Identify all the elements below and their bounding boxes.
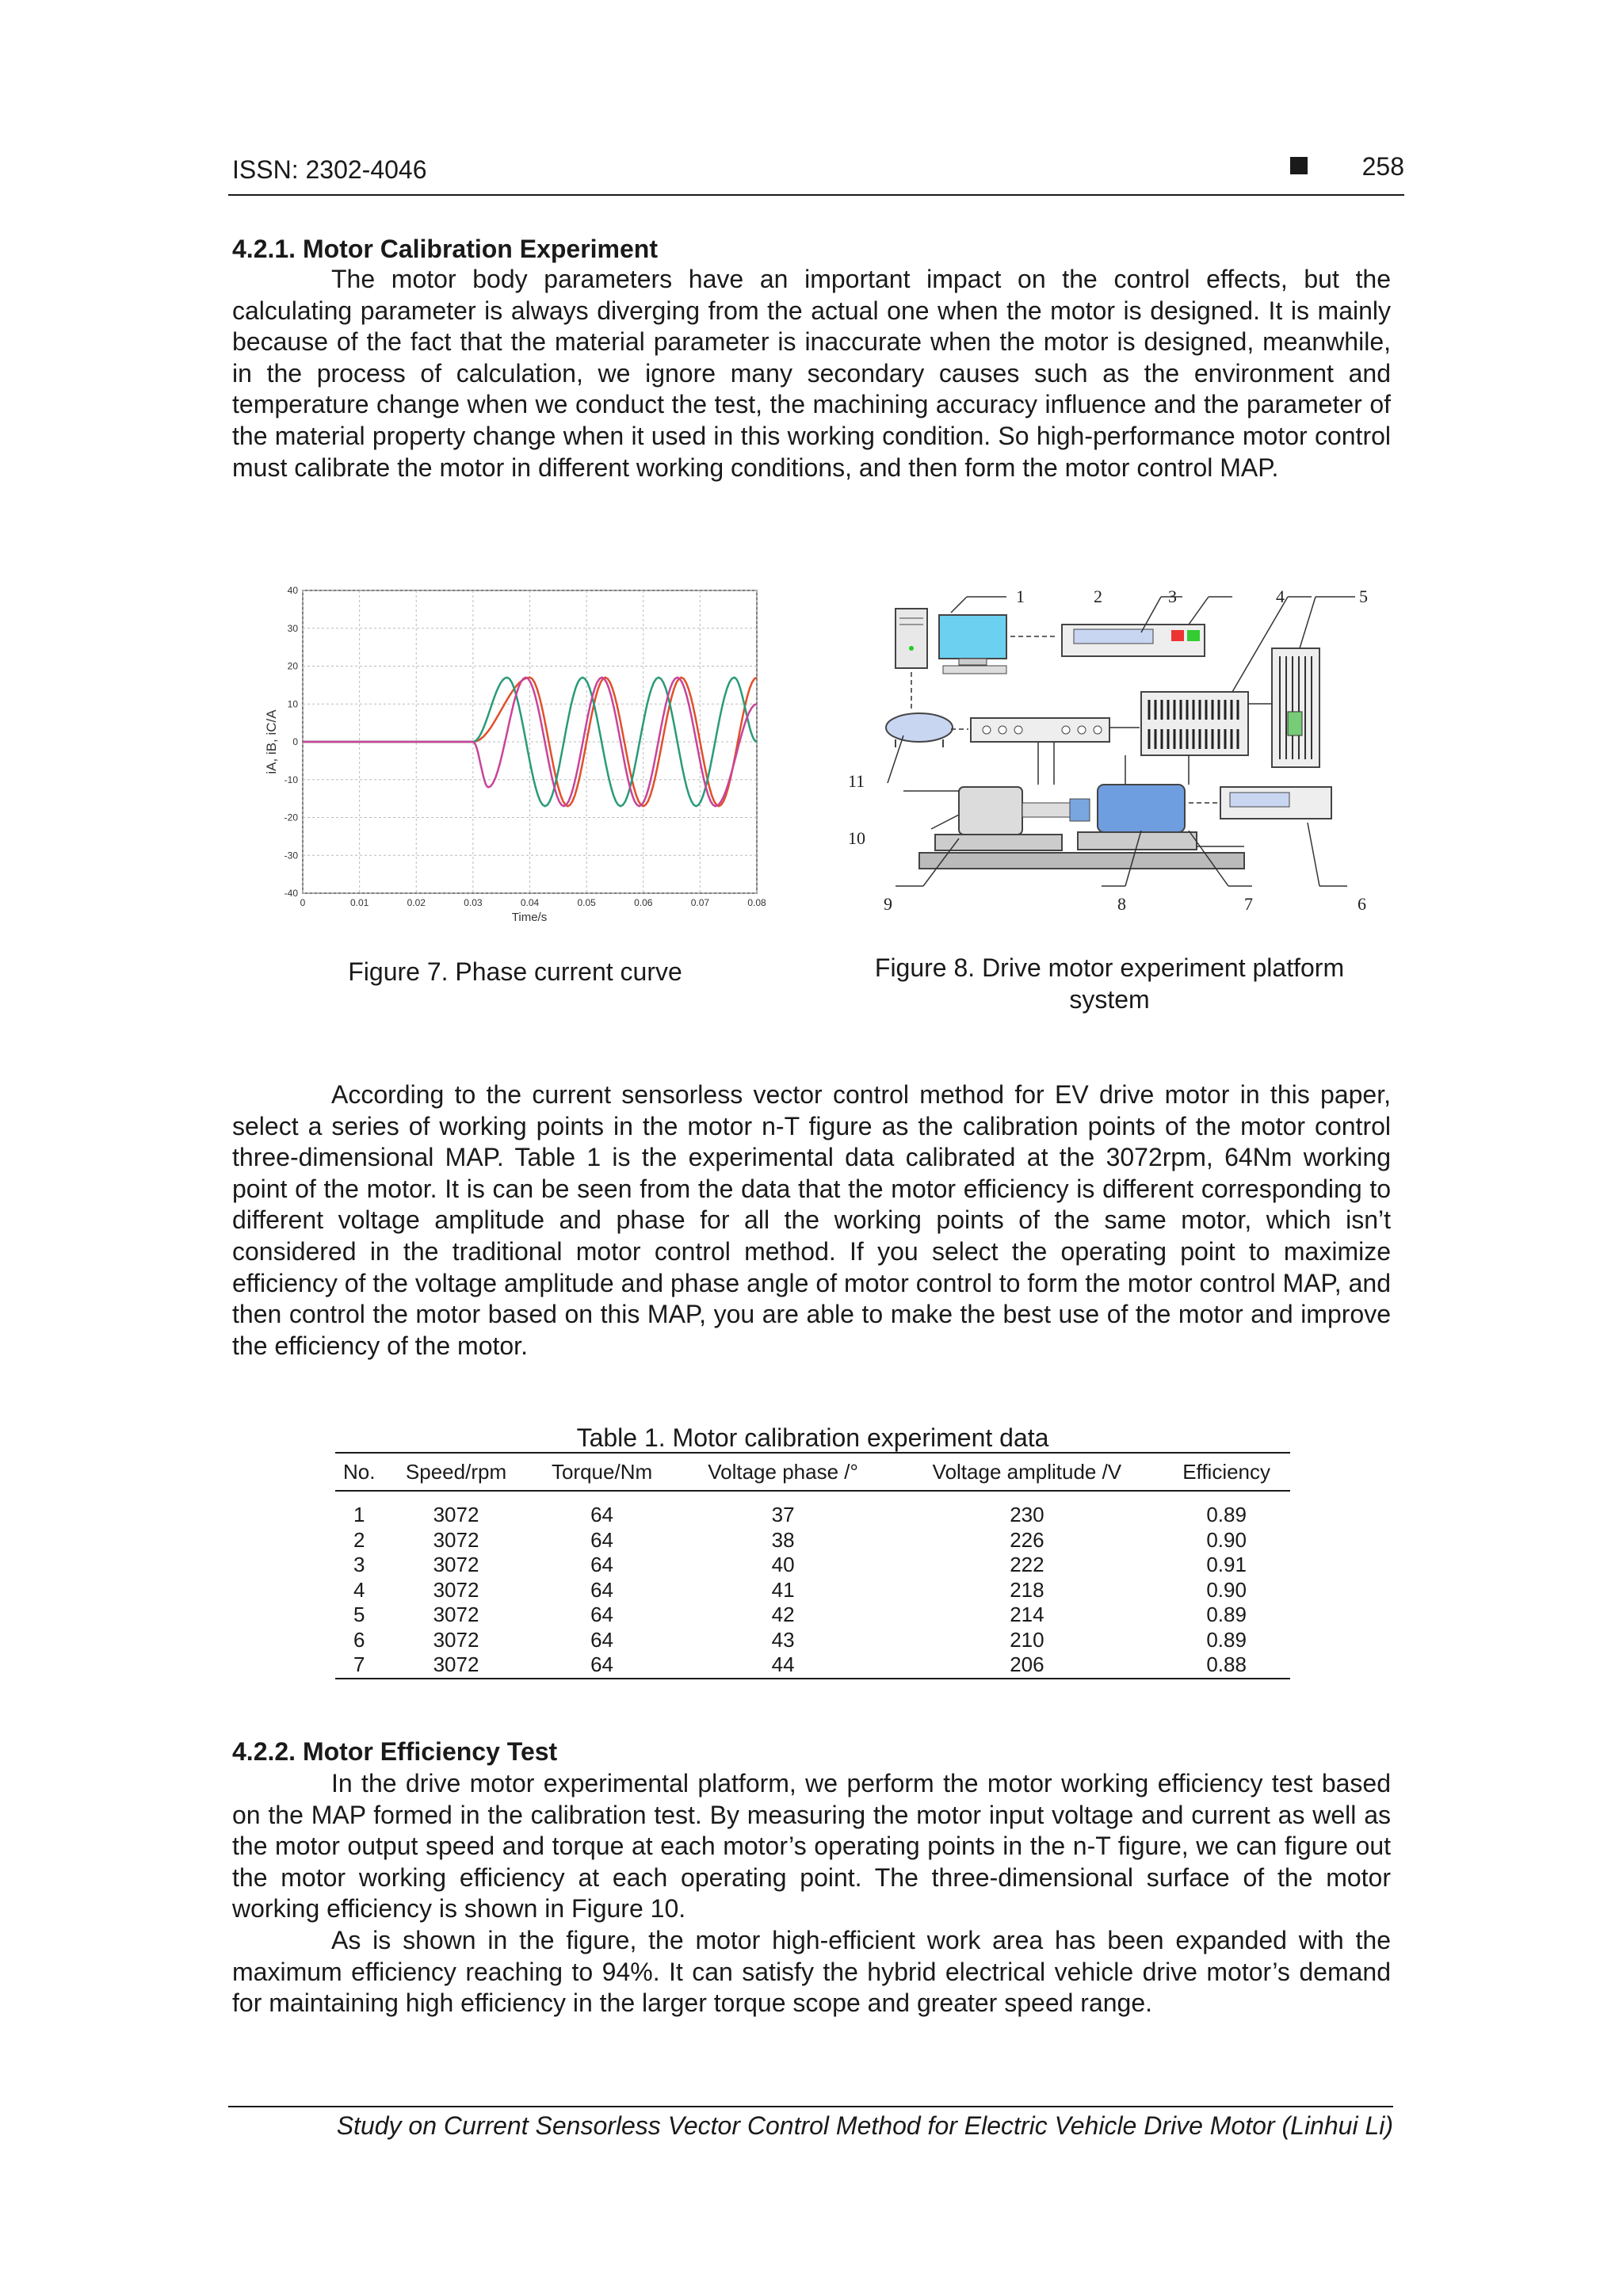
table-cell: 5: [353, 1603, 365, 1627]
footer-citation: Study on Current Sensorless Vector Control Method for Electric Vehicle Drive Motor (Linhui Li): [336, 2111, 1393, 2140]
header-divider: [228, 194, 1404, 196]
calibration-data-table: [335, 1452, 1290, 1679]
y-tick-label: 10: [287, 698, 298, 710]
motor-bench-icon: [919, 785, 1244, 869]
y-tick-label: 0: [292, 736, 298, 747]
power-cabinet-icon: [1141, 648, 1319, 767]
table-1: [335, 1423, 1290, 1679]
table-cell: 0.89: [1206, 1603, 1247, 1627]
page-number: 258: [1361, 152, 1404, 181]
table-header-cell: Voltage phase /°: [675, 1453, 892, 1491]
table-cell: 3072: [433, 1553, 479, 1577]
table-cell: 206: [892, 1652, 1163, 1679]
table-cell: 3072: [384, 1652, 529, 1679]
x-tick-label: 0.06: [634, 897, 653, 908]
table-row: [335, 1603, 1290, 1628]
diagram-label-9: 9: [884, 894, 892, 914]
table-cell: 3072: [433, 1503, 479, 1527]
table-cell: 3072: [433, 1627, 479, 1652]
x-tick-label: 0: [300, 897, 306, 908]
table-row: [335, 1528, 1290, 1553]
table-cell: 40: [771, 1553, 795, 1577]
table-cell: 37: [771, 1503, 795, 1527]
table-cell: 0.90: [1206, 1577, 1247, 1602]
table-cell: 64: [590, 1603, 613, 1627]
paragraph-efficiency-test: In the drive motor experimental platform, we perform the motor working efficiency test based on the MAP formed in the calibration test. By measuring the motor input voltage and current as well as the motor output speed and torque at each motor’s operating points in the n-T figure, we can figure out the motor working efficiency at each operating point. The three-dimensional surface of the motor working efficiency is shown in Figure 10.: [232, 1769, 1391, 1924]
figure-7-caption: Figure 7. Phase current curve: [348, 957, 682, 986]
table-row: [335, 1553, 1290, 1578]
table-cell: 0.89: [1206, 1627, 1247, 1652]
table-cell: 64: [590, 1627, 613, 1652]
table-1-caption: Table 1. Motor calibration experiment data: [576, 1423, 1049, 1452]
diagram-label-2: 2: [1094, 586, 1102, 606]
table-header-cell: Speed/rpm: [384, 1453, 529, 1491]
junction-box-icon: [971, 718, 1109, 742]
table-cell: 0.90: [1206, 1527, 1247, 1552]
paragraph-efficiency-result: As is shown in the figure, the motor high-efficient work area has been expanded with the maximum efficiency reaching to 94%. It can satisfy the hybrid electrical vehicle drive motor’s demand for maintaining high efficiency in the larger torque scope and greater speed range.: [232, 1926, 1391, 2018]
table-row: [335, 1652, 1290, 1679]
x-axis-label: Time/s: [511, 911, 548, 924]
table-header-cell: Torque/Nm: [529, 1453, 675, 1491]
y-tick-label: 20: [287, 660, 298, 672]
section-title-4-2-1: 4.2.1. Motor Calibration Experiment: [232, 235, 658, 263]
table-header-cell: Efficiency: [1163, 1453, 1290, 1491]
diagram-label-11: 11: [848, 771, 865, 791]
x-tick-label: 0.07: [690, 897, 710, 908]
table-header-cell: Voltage amplitude /V: [892, 1453, 1163, 1491]
meter-icon: [1220, 787, 1331, 819]
header-bullet: [1290, 157, 1308, 174]
table-cell: 64: [590, 1553, 613, 1577]
table-cell: 214: [1010, 1603, 1044, 1627]
y-tick-label: 40: [287, 585, 298, 596]
table-cell: 42: [771, 1603, 795, 1627]
table-cell: 41: [771, 1577, 795, 1602]
table-cell: 2: [353, 1527, 365, 1552]
y-tick-label: 30: [287, 622, 298, 634]
journal-issn: ISSN: 2302-4046: [232, 155, 427, 184]
diagram-label-4: 4: [1276, 586, 1285, 606]
figure-8-caption-line-1: Figure 8. Drive motor experiment platform: [874, 953, 1345, 982]
table-cell: 43: [771, 1627, 795, 1652]
diagram-label-5: 5: [1359, 586, 1368, 606]
table-cell: 38: [771, 1527, 795, 1552]
x-tick-label: 0.05: [577, 897, 596, 908]
diagram-label-10: 10: [848, 828, 865, 848]
diagram-label-7: 7: [1244, 894, 1253, 914]
table-cell: 4: [353, 1577, 365, 1602]
x-tick-label: 0.08: [747, 897, 766, 908]
y-tick-label: -40: [284, 888, 298, 899]
y-axis-label: iA, iB, iC/A: [264, 709, 279, 774]
x-tick-label: 0.04: [520, 897, 540, 908]
figure-7-phase-current-chart: [262, 575, 785, 931]
table-header-cell: No.: [335, 1453, 384, 1491]
paragraph-calibration-points: According to the current sensorless vector control method for EV drive motor in this paper, select a series of working points in the motor n-T figure as the calibration points of the motor control three-dimensional MAP. Table 1 is the experimental data calibrated at the 3072rpm, 64Nm working point of the motor. It is can be seen from the data that the motor efficiency is different corresponding to different voltage amplitude and phase for all the working points of the same motor, which isn’t considered in the traditional motor control method. If you select the operating point to maximize efficiency of the voltage amplitude and phase angle of motor control to form the motor control MAP, and then control the motor based on this MAP, you are able to make the best use of the motor and improve the efficiency of the motor.: [232, 1080, 1391, 1360]
y-tick-label: -10: [284, 774, 298, 785]
figure-8-caption-line-2: system: [1069, 985, 1150, 1014]
table-cell: 222: [1010, 1553, 1044, 1577]
diagram-label-1: 1: [1016, 586, 1025, 606]
table-cell: 64: [590, 1503, 613, 1527]
table-cell: 64: [590, 1577, 613, 1602]
x-tick-label: 0.02: [407, 897, 426, 908]
x-tick-label: 0.01: [349, 897, 369, 908]
diagram-label-3: 3: [1168, 586, 1177, 606]
diagram-label-8: 8: [1117, 894, 1126, 914]
table-cell: 230: [1010, 1503, 1044, 1527]
table-cell: 44: [675, 1652, 892, 1679]
y-tick-label: -20: [284, 812, 298, 823]
table-cell: 7: [335, 1652, 384, 1679]
table-row: [335, 1491, 1290, 1528]
table-cell: 210: [1010, 1627, 1044, 1652]
table-cell: 64: [590, 1527, 613, 1552]
section-title-4-2-2: 4.2.2. Motor Efficiency Test: [232, 1737, 558, 1766]
controller-unit-icon: [1062, 625, 1205, 656]
x-tick-label: 0.03: [464, 897, 483, 908]
table-cell: 3072: [433, 1577, 479, 1602]
footer-divider: [228, 2106, 1393, 2107]
table-header-row: [335, 1453, 1290, 1491]
table-cell: 0.89: [1206, 1503, 1247, 1527]
table-cell: 3072: [433, 1603, 479, 1627]
table-cell: 3072: [433, 1527, 479, 1552]
table-cell: 1: [353, 1503, 365, 1527]
figure-8-caption: [840, 952, 1379, 1015]
table-row: [335, 1628, 1290, 1653]
table-cell: 0.88: [1163, 1652, 1290, 1679]
sensor-icon: [886, 713, 953, 747]
y-tick-label: -30: [284, 850, 298, 861]
paragraph-motor-calibration: The motor body parameters have an important impact on the control effects, but the calculating parameter is always diverging from the actual one when the motor is designed. It is mainly because of the fact that the material parameter is inaccurate when the motor is designed, meanwhile, in the process of calculation, we ignore many secondary causes such as the environment and temperature change when we conduct the test, the machining accuracy influence and the parameter of the material property change when it used in this working condition. So high-performance motor control must calibrate the motor in different working conditions, and then form the motor control MAP.: [232, 265, 1391, 482]
table-cell: 0.91: [1206, 1553, 1247, 1577]
table-cell: 218: [1010, 1577, 1044, 1602]
diagram-label-6: 6: [1358, 894, 1366, 914]
table-cell: 64: [529, 1652, 675, 1679]
computer-icon: [896, 609, 1006, 674]
table-cell: 3: [353, 1553, 365, 1577]
figure-8-platform-diagram: [840, 577, 1395, 922]
table-row: [335, 1578, 1290, 1603]
table-cell: 6: [353, 1627, 365, 1652]
table-cell: 226: [1010, 1527, 1044, 1552]
